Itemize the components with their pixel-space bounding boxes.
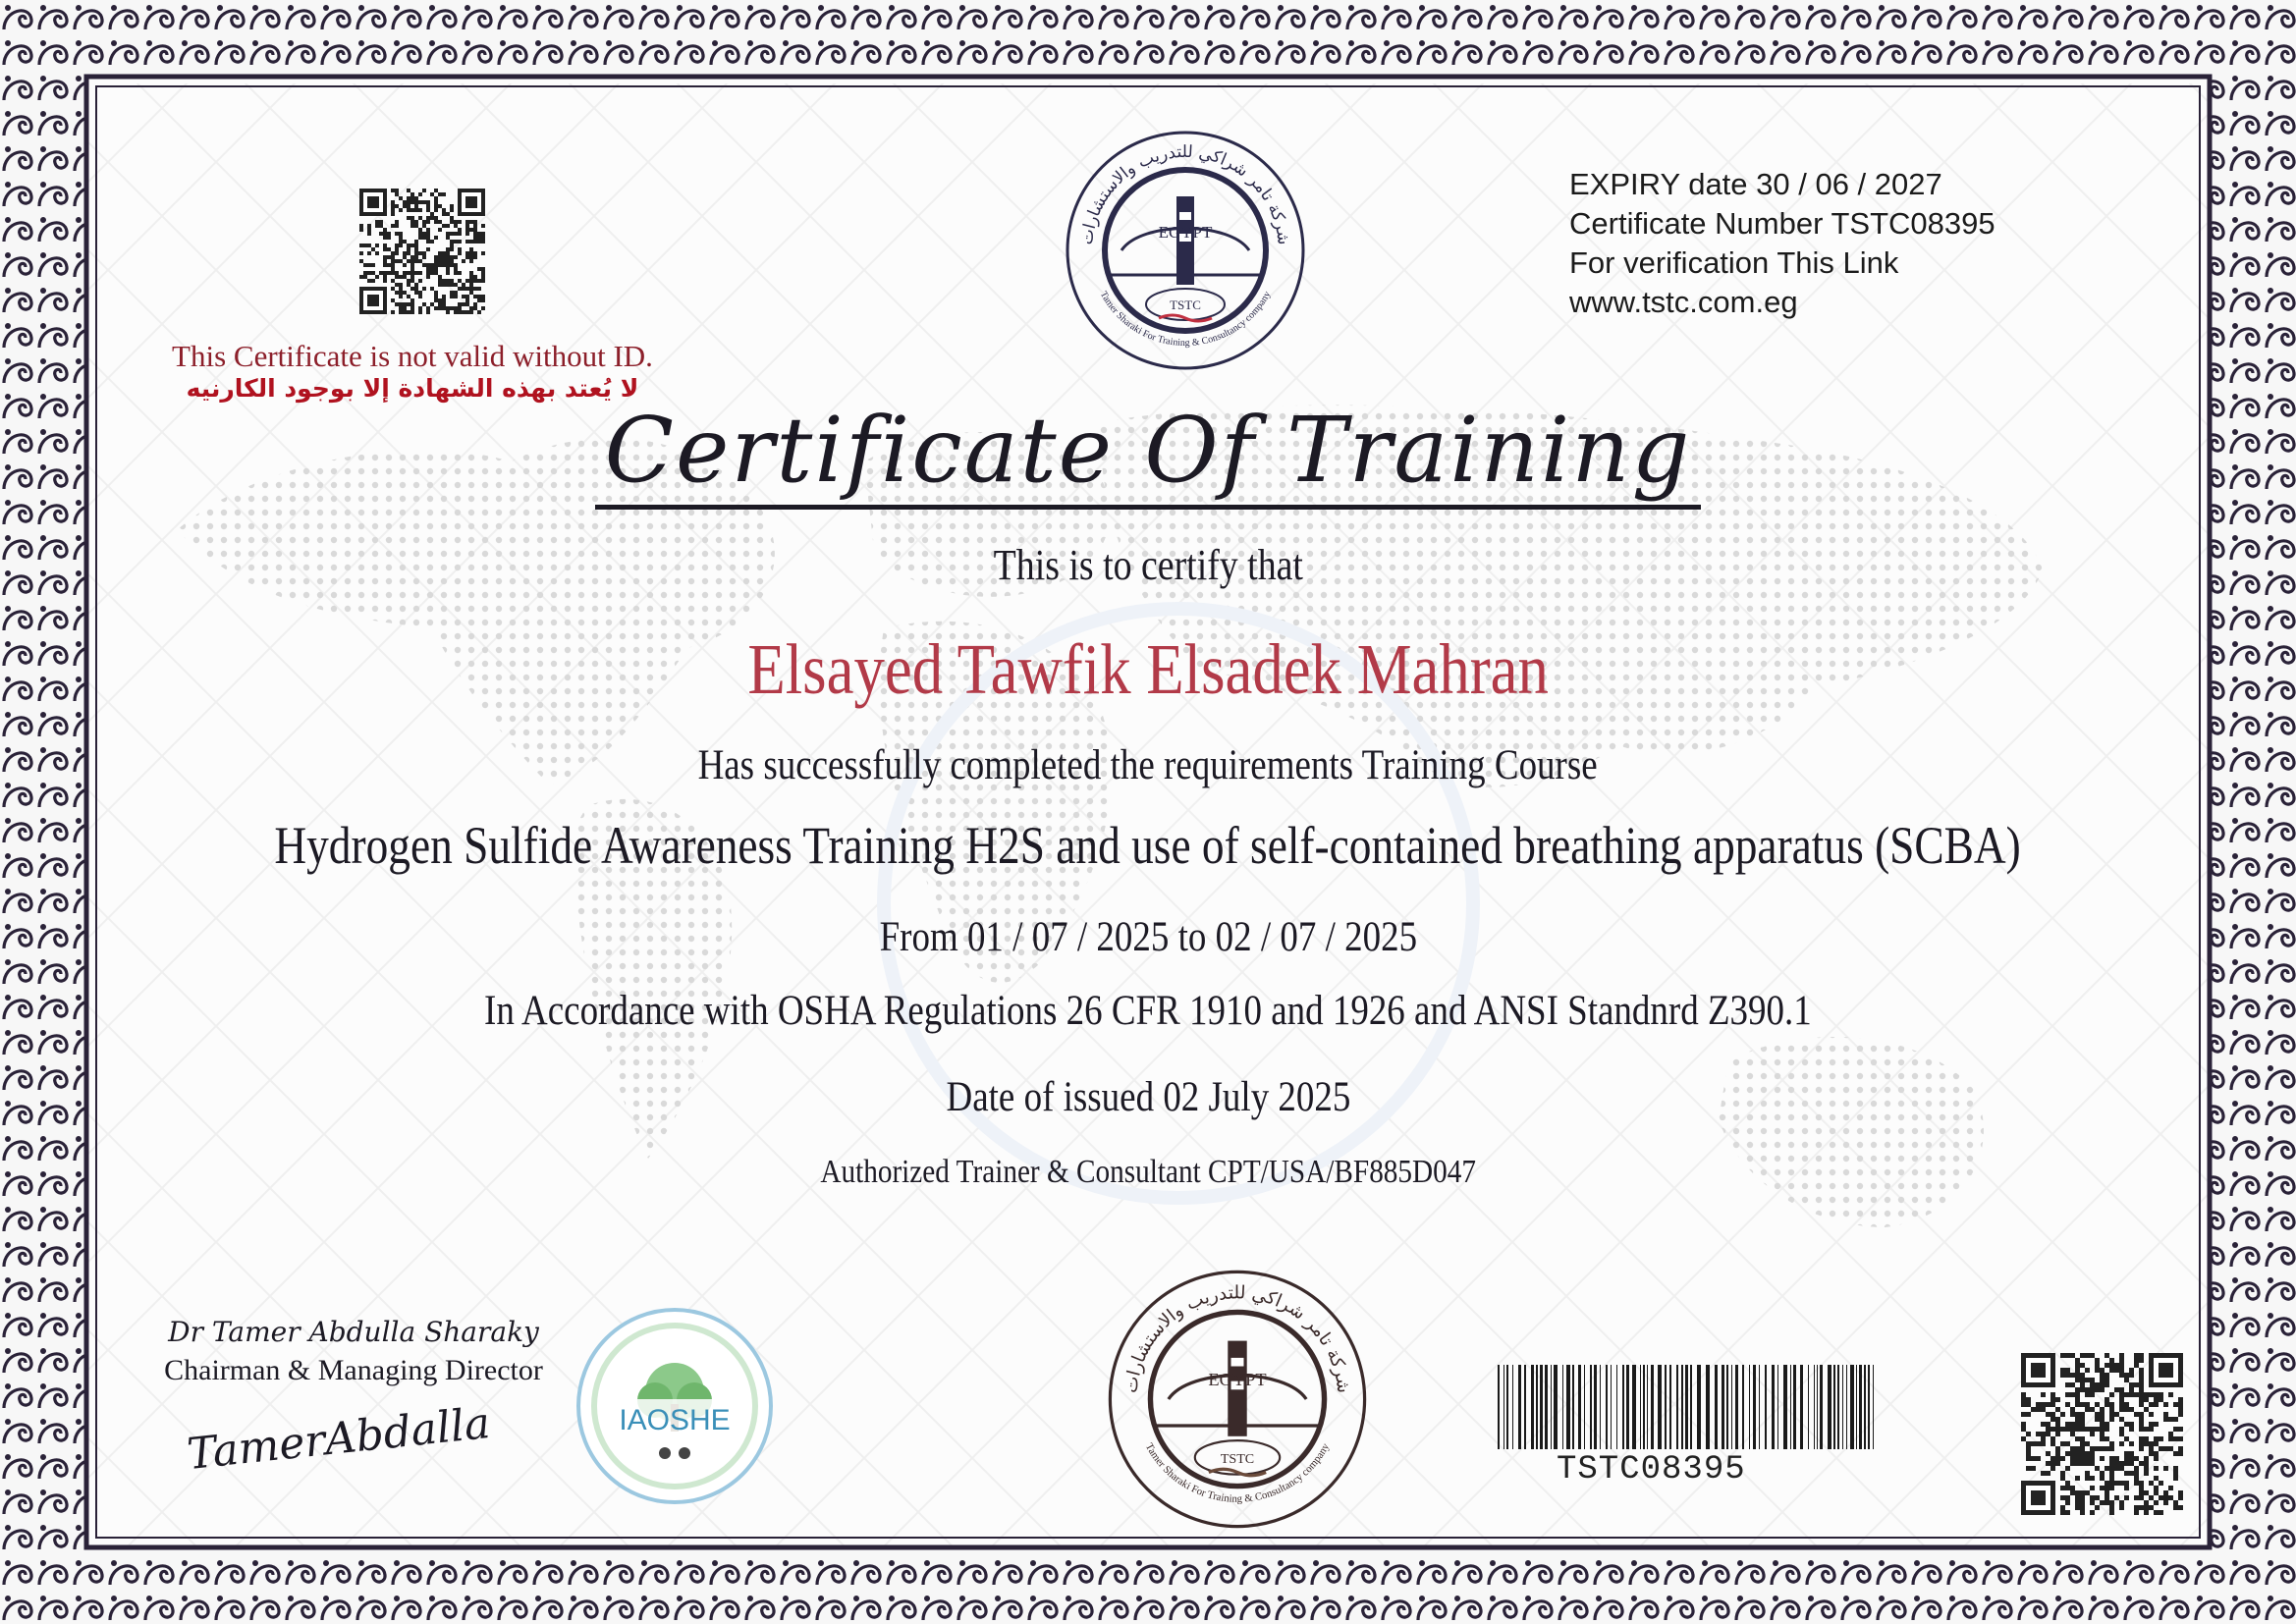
course-name: Hydrogen Sulfide Awareness Training H2S and use of self-contained breathing apparatus (SCBA) [274,816,2022,875]
verification-block [1569,165,1995,322]
iaoshe-logo-icon [574,1306,776,1507]
seal-bottom-arabic-ring: شركة تامر شراكي للتدريب والاستشارات [1121,1282,1354,1395]
seal-bottom-country: EGYPT [1208,1369,1267,1389]
signature: TamerAbdalla [185,1397,493,1481]
course-dates: From 01 / 07 / 2025 to 02 / 07 / 2025 [879,914,1417,960]
qr-code-bottom-icon [2021,1353,2183,1515]
issue-date: Date of issued 02 July 2025 [946,1074,1350,1120]
trainer-id: Authorized Trainer & Consultant CPT/USA/BF885D047 [820,1154,1476,1190]
verification-label: For verification This Link [1569,245,1899,280]
page-title: Certificate Of Training [595,398,1702,510]
validity-notice-ar: لا يُعتد بهذه الشهادة إلا بوجود الكارنيه [186,374,639,403]
completion-text: Has successfully completed the requirements Training Course [697,742,1599,788]
validity-notice-en: This Certificate is not valid without ID. [172,339,653,373]
validity-notice [118,339,707,403]
seal-country: EGYPT [1158,223,1213,242]
seal-arabic-ring: شركة تامر شراكي للتدريب والاستشارات [1076,141,1294,246]
barcode-icon [1498,1365,1881,1458]
seal-bottom-english-ring: Tamer Sharaki For Training & Consultancy company [1142,1441,1333,1505]
barcode-number: TSTC08395 [1557,1451,1746,1489]
certificate-number: Certificate Number TSTC08395 [1569,206,1995,241]
seal-bottom-acronym: TSTC [1220,1450,1255,1467]
regulations-text: In Accordance with OSHA Regulations 26 CFR 1910 and 1926 and ANSI Standnrd Z390.1 [484,988,1812,1034]
company-seal-bottom-icon [1105,1267,1370,1532]
iaoshe-logo-text: IAOSHE [619,1404,731,1436]
recipient-name: Elsayed Tawfik Elsadek Mahran [747,629,1549,709]
signatory-role: Chairman & Managing Director [164,1354,543,1386]
seal-english-ring: Tamer Sharaki For Training & Consultancy company [1097,289,1274,350]
page-title-wrap [0,398,2296,510]
signatory-block [147,1316,560,1387]
verification-url[interactable]: www.tstc.com.eg [1569,285,1798,319]
expiry-date: EXPIRY date 30 / 06 / 2027 [1569,167,1942,201]
company-seal-icon [1063,128,1308,373]
intro-text: This is to certify that [993,541,1303,589]
signatory-name: Dr Tamer Abdulla Sharaky [168,1316,539,1348]
qr-code-icon [359,189,489,314]
seal-acronym: TSTC [1170,298,1201,312]
